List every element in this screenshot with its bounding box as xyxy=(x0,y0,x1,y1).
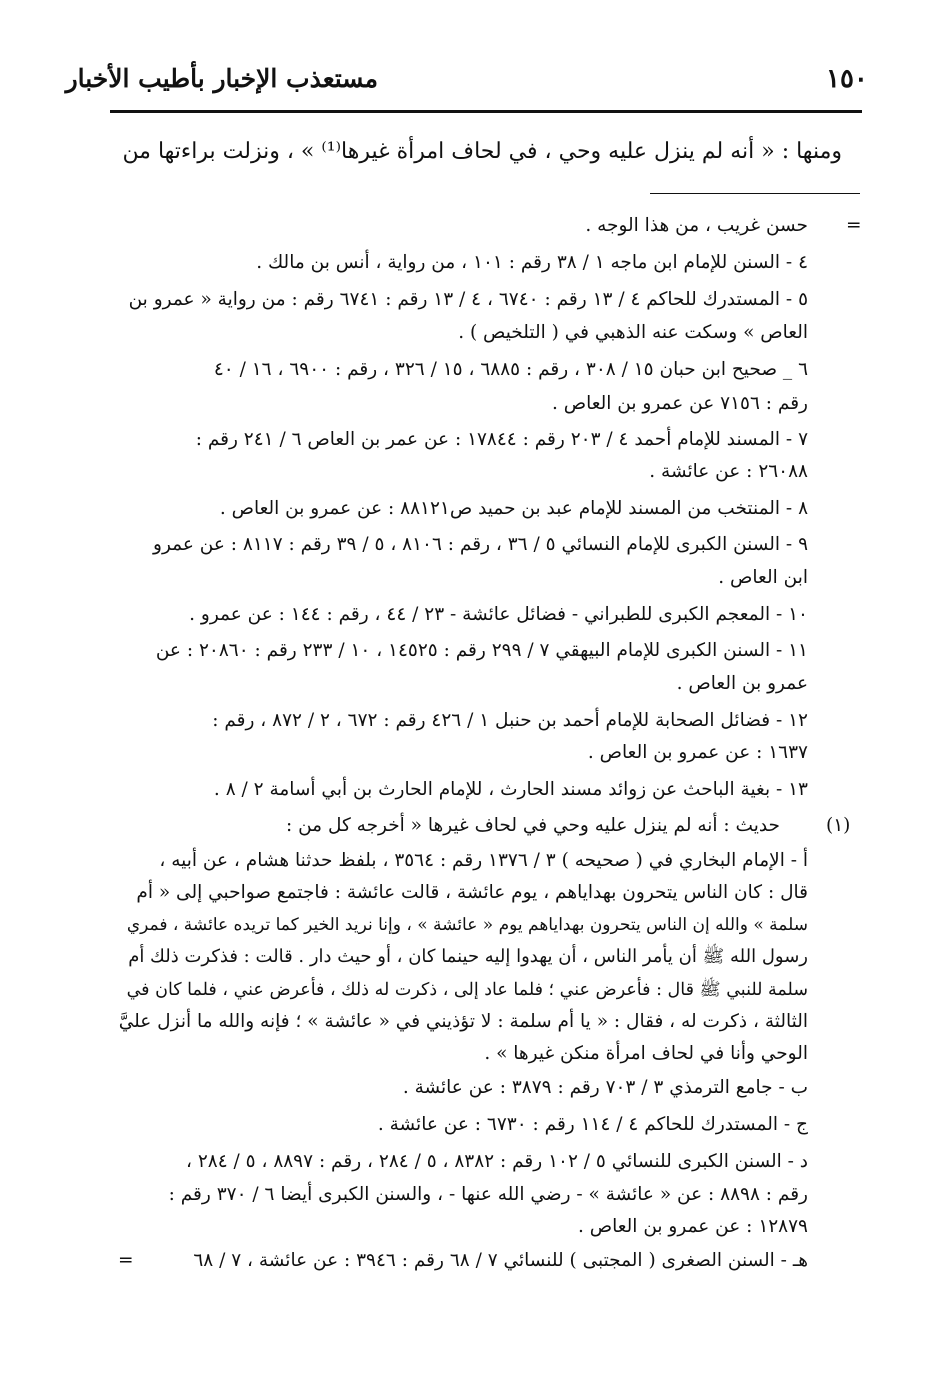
footnote-line: ٦ _ صحيح ابن حبان ١٥ / ٣٠٨ ، رقم : ٦٨٨٥ ، ١٥ / ٣٢٦ ، رقم : ٦٩٠٠ ، ١٦ / ٤٠ xyxy=(213,359,808,380)
footnote-line: العاص » وسكت عنه الذهبي في ( التلخيص ) . xyxy=(458,322,808,343)
page-number: ١٥٠ xyxy=(826,64,868,94)
footnote-line: ١٦٣٧ : عن عمرو بن العاص . xyxy=(587,742,808,763)
footnote-line: ١٠ - المعجم الكبرى للطبراني - فضائل عائشة - ٢٣ / ٤٤ ، رقم : ١٤٤ : عن عمرو . xyxy=(189,604,808,625)
footnote-line: قال : كان الناس يتحرون بهداياهم ، يوم عائشة ، قالت عائشة : فاجتمع صواحبي إلى « أم xyxy=(136,882,808,903)
footnote-separator xyxy=(650,193,860,194)
footnote-line: الثالثة ، ذكرت له ، فقال : « يا أم سلمة : لا تؤذيني في « عائشة » ؛ فإنه والله ما أنزل عليَّ xyxy=(118,1011,808,1032)
footnote-line: ٩ - السنن الكبرى للإمام النسائي ٥ / ٣٦ ، رقم : ٨١٠٦ ، ٥ / ٣٩ رقم : ٨١١٧ : عن عمرو xyxy=(153,534,808,555)
footnote-line: حسن غريب ، من هذا الوجه . xyxy=(585,215,808,236)
footnote-line: ١٣ - بغية الباحث عن زوائد مسند الحارث ، للإمام الحارث بن أبي أسامة ٢ / ٨ . xyxy=(213,779,808,800)
footnote-number: (١) xyxy=(826,815,851,836)
footnote-line: رقم : ٨٨٩٨ : عن « عائشة » - رضي الله عنها - ، والسنن الكبرى أيضا ٦ / ٣٧٠ رقم : xyxy=(168,1184,808,1205)
footnote-line: د - السنن الكبرى للنسائي ٥ / ١٠٢ رقم : ٨٣٨٢ ، ٥ / ٢٨٤ ، رقم : ٨٨٩٧ ، ٥ / ٢٨٤ ، xyxy=(185,1151,808,1172)
footnote-line: الوحي وأنا في لحاف امرأة منكن غيرها » . xyxy=(484,1043,808,1064)
footnote-line: أ - الإمام البخاري في ( صحيحه ) ٣ / ١٣٧٦ رقم : ٣٥٦٤ ، بلفظ حدثنا هشام ، عن أبيه ، xyxy=(159,850,808,871)
footnote-line: ب - جامع الترمذي ٣ / ٧٠٣ رقم : ٣٨٧٩ : عن عائشة . xyxy=(402,1077,808,1098)
footnote-line: سلمة » والله إن الناس يتحرون بهداياهم يوم « عائشة » ، وإنا نريد الخير كما تريده عائشة ، فمري xyxy=(126,915,808,935)
footnote-line: حديث : أنه لم ينزل عليه وحي في لحاف غيرها « أخرجه كل من : xyxy=(285,815,780,836)
footnote-line: ٥ - المستدرك للحاكم ٤ / ١٣ رقم : ٦٧٤٠ ، ٤ / ١٣ رقم : ٦٧٤١ رقم : من رواية « عمرو بن xyxy=(128,289,808,310)
footnote-line: ١٢ - فضائل الصحابة للإمام أحمد بن حنبل ١ / ٤٢٦ رقم : ٦٧٢ ، ٢ / ٨٧٢ ، رقم : xyxy=(212,710,808,731)
footnote-line: رقم : ٧١٥٦ عن عمرو بن العاص . xyxy=(551,393,808,414)
header-rule xyxy=(110,110,862,113)
footnote-line: عمرو بن العاص . xyxy=(676,673,808,694)
footnote-line: ٨ - المنتخب من المسند للإمام عبد بن حميد ص٨٨١٢١ : عن عمرو بن العاص . xyxy=(219,498,808,519)
footnote-line: رسول الله ﷺ أن يأمر الناس ، أن يهدوا إليه حينما كان ، أو حيث دار . قالت : فذكرت ذلك أم xyxy=(128,946,808,967)
footnote-line: ٢٦٠٨٨ : عن عائشة . xyxy=(649,461,808,482)
running-title: مستعذب الإخبار بأطيب الأخبار xyxy=(65,64,378,93)
footnote-line: ٤ - السنن للإمام ابن ماجه ١ / ٣٨ رقم : ١٠١ ، من رواية ، أنس بن مالك . xyxy=(256,252,808,273)
footnote-line: هـ - السنن الصغرى ( المجتبى ) للنسائي ٧ / ٦٨ رقم : ٣٩٤٦ : عن عائشة ، ٧ / ٦٨ xyxy=(193,1250,808,1271)
footnote-line: ابن العاص . xyxy=(718,567,808,588)
footnote-line: ٧ - المسند للإمام أحمد ٤ / ٢٠٣ رقم : ١٧٨٤٤ : عن عمر بن العاص ٦ / ٢٤١ رقم : xyxy=(195,429,808,450)
main-text-line: ومنها : « أنه لم ينزل عليه وحي ، في لحاف امرأة غيرها⁽¹⁾ » ، ونزلت براءتها من xyxy=(122,139,842,164)
footnote-line: ج - المستدرك للحاكم ٤ / ١١٤ رقم : ٦٧٣٠ : عن عائشة . xyxy=(377,1114,808,1135)
end-mark: = xyxy=(118,1250,134,1271)
footnote-line: ١٢٨٧٩ : عن عمرو بن العاص . xyxy=(577,1216,808,1237)
footnote-line: سلمة للنبي ﷺ قال : فأعرض عني ؛ فلما عاد إلى ، ذكرت له ذلك ، فأعرض عني ، فلما كان في xyxy=(126,980,808,1000)
continuation-mark: = xyxy=(846,215,862,236)
footnote-line: ١١ - السنن الكبرى للإمام البيهقي ٧ / ٢٩٩ رقم : ١٤٥٢٥ ، ١٠ / ٢٣٣ رقم : ٢٠٨٦٠ : عن xyxy=(155,640,808,661)
